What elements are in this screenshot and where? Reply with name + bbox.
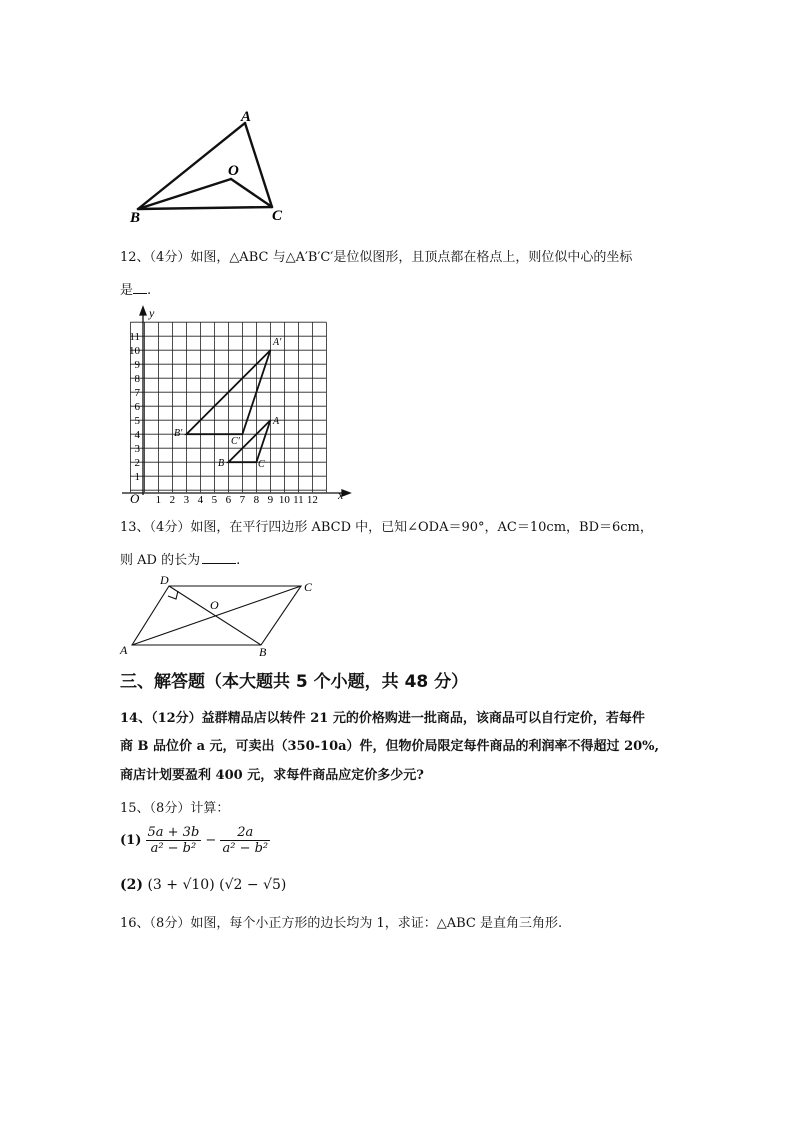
q16-line: 16、（8分）如图，每个小正方形的边长均为 1，求证：△ABC 是直角三角形. — [120, 916, 563, 931]
y-tick-label: 9 — [134, 359, 140, 372]
y-tick-label: 7 — [134, 387, 140, 400]
q12-line1: 12、（4分）如图，△ABC 与△A′B′C′是位似图形，且顶点都在格点上，则位似中心的坐标 — [120, 250, 633, 265]
part1-label: (1) — [120, 833, 142, 848]
diagonal-ac — [132, 586, 301, 645]
y-tick-label: 11 — [129, 331, 140, 344]
diagonal-bd — [169, 586, 261, 645]
label-a: A — [120, 643, 128, 657]
y-tick-label: 4 — [134, 429, 140, 442]
label-b: B — [218, 458, 225, 469]
q13-line2 — [120, 552, 240, 570]
answer-blank-13 — [202, 563, 236, 564]
fraction-2-denominator: a² − b² — [222, 841, 269, 856]
q15-part2 — [120, 877, 286, 893]
label-a: A — [241, 109, 252, 125]
edge-bo — [138, 179, 231, 209]
fraction-1-denominator: a² − b² — [150, 841, 197, 856]
x-tick-label: 6 — [225, 494, 232, 505]
q13-line2-post: . — [236, 553, 241, 568]
x-tick-label: 8 — [253, 494, 260, 505]
label-c-prime: C′ — [231, 436, 240, 447]
x-tick-label: 12 — [306, 494, 318, 505]
q14-line3: 商店计划要盈利 400 元，求每件商品应定价多少元? — [120, 768, 424, 783]
label-c: C — [258, 459, 265, 470]
x-tick-label: 4 — [197, 494, 204, 505]
coordinate-grid-figure — [118, 305, 358, 505]
x-tick-label: 1 — [155, 494, 162, 505]
x-tick-label: 11 — [293, 494, 304, 505]
edge-oc — [231, 179, 272, 207]
minus-sign: − — [205, 833, 217, 848]
q13-line2-pre: 则 AD 的长为 — [120, 553, 201, 568]
origin-label: O — [130, 491, 140, 505]
y-tick-label: 8 — [134, 373, 140, 386]
label-c: C — [272, 208, 283, 224]
fraction-1 — [146, 825, 202, 856]
label-o: O — [228, 163, 239, 179]
x-tick-label: 10 — [278, 494, 290, 505]
q14-line1: 14、（12分）益群精品店以转件 21 元的价格购进一批商品，该商品可以自行定价，若每件 — [120, 711, 645, 726]
fraction-1-numerator: 5a + 3b — [147, 825, 200, 840]
q12-line2 — [120, 282, 151, 300]
y-tick-label: 6 — [134, 401, 140, 414]
x-tick-label: 5 — [211, 494, 218, 505]
q13-line1: 13、（4分）如图，在平行四边形 ABCD 中，已知∠ODA＝90°，AC＝10cm，BD＝6cm， — [120, 520, 653, 535]
label-d: D — [160, 573, 169, 587]
label-c: C — [304, 580, 313, 594]
x-axis-label: x — [338, 488, 344, 502]
x-tick-label: 9 — [267, 494, 274, 505]
x-tick-label: 7 — [239, 494, 246, 505]
expr-2: (√2 − √5) — [219, 877, 287, 893]
y-tick-label: 1 — [134, 471, 140, 484]
label-a-prime: A′ — [273, 337, 282, 348]
y-tick-label: 5 — [134, 415, 140, 428]
y-axis-arrow — [140, 307, 146, 315]
q12-line2-post: . — [147, 283, 152, 298]
label-b: B — [259, 645, 267, 658]
parallelogram-figure — [115, 572, 325, 658]
expr-1: (3 + √10) — [147, 877, 215, 893]
q12-line2-pre: 是 — [120, 283, 134, 298]
y-tick-label: 2 — [134, 457, 140, 470]
label-b-prime: B′ — [174, 428, 183, 439]
x-tick-label: 3 — [183, 494, 190, 505]
fraction-2-numerator: 2a — [220, 825, 270, 841]
edge-bc — [138, 207, 272, 209]
right-angle-mark — [168, 591, 178, 599]
q14-line2: 商 B 品位价 a 元，可卖出（350-10a）件，但物价局限定每件商品的利润率不得超过 20%, — [120, 739, 660, 754]
label-o: O — [210, 598, 219, 612]
section-title: 三、解答题（本大题共 5 个小题，共 48 分） — [120, 672, 469, 692]
x-tick-label: 2 — [169, 494, 176, 505]
y-axis-label: y — [149, 306, 155, 320]
part2-label: (2) — [120, 877, 143, 893]
edge-ac — [245, 123, 272, 207]
label-b: B — [130, 210, 141, 226]
answer-blank-12 — [133, 293, 147, 294]
fraction-2 — [220, 825, 270, 856]
q15-heading: 15、（8分）计算： — [120, 801, 230, 816]
y-tick-label: 3 — [134, 443, 140, 456]
q15-part1 — [120, 825, 270, 856]
triangle-abc-figure — [125, 105, 295, 230]
label-a: A — [273, 416, 280, 427]
y-tick-label: 10 — [129, 345, 140, 358]
